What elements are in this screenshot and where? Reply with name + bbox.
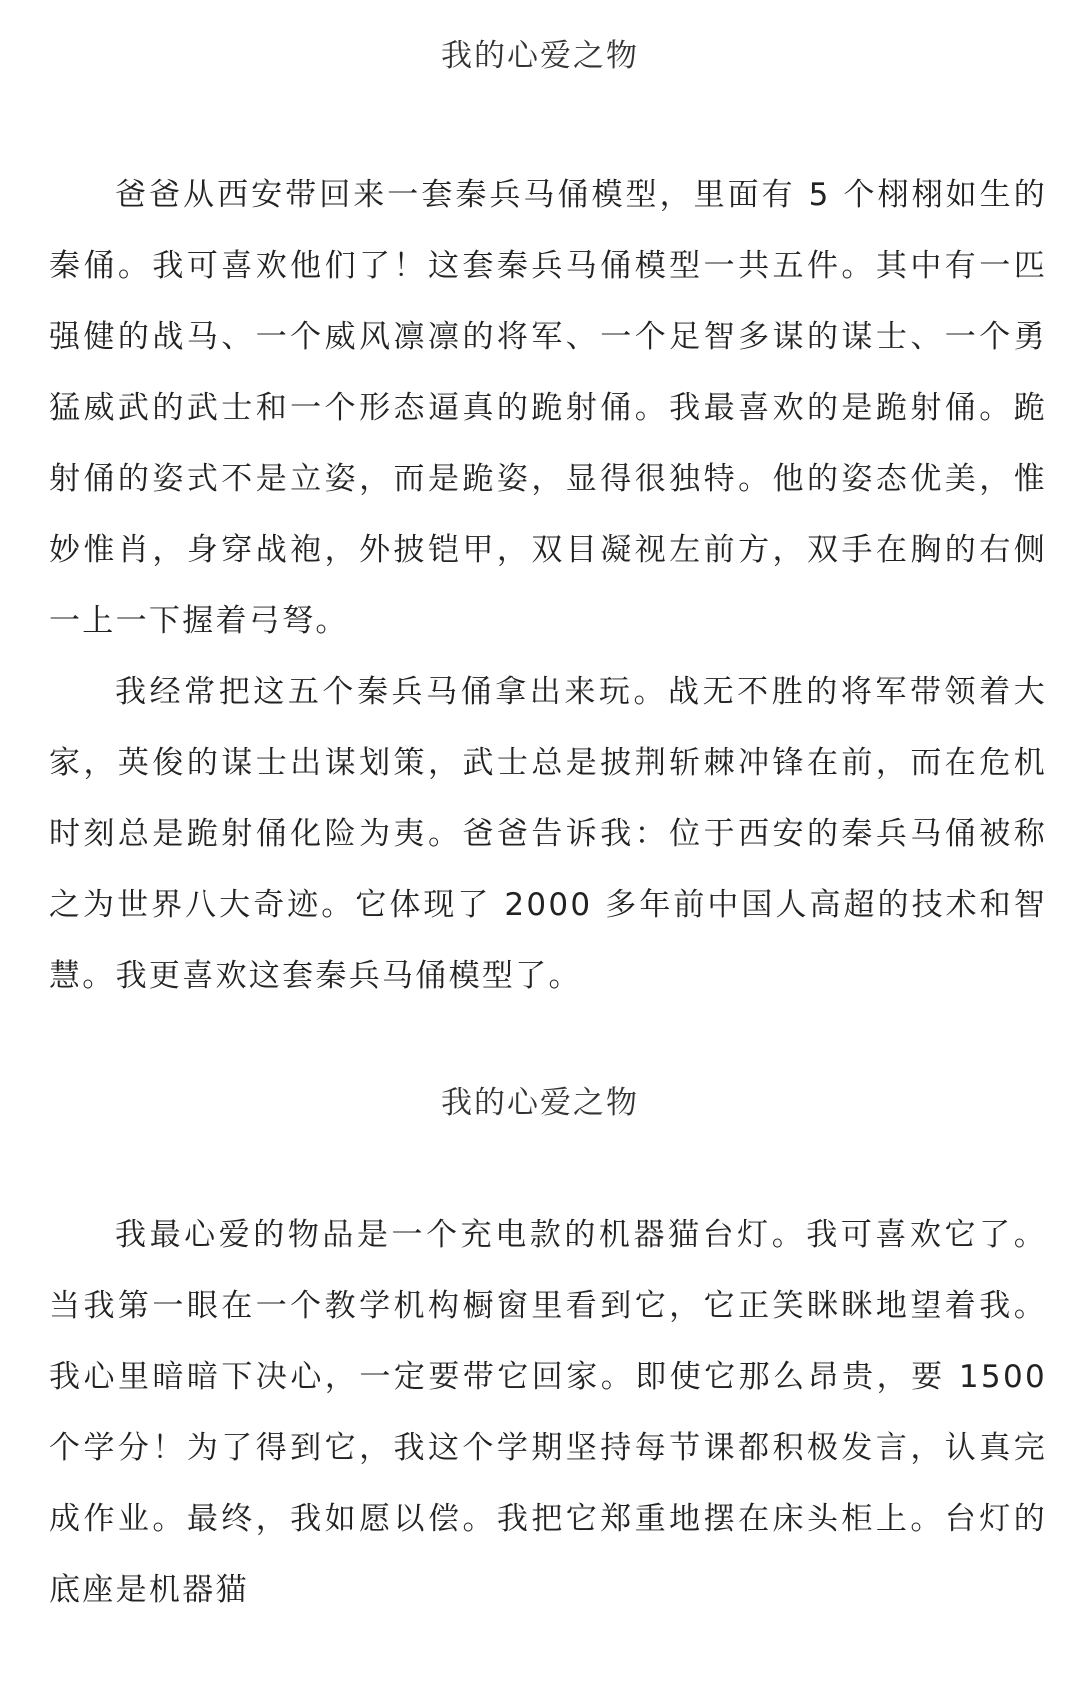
essay-2-title: 我的心爱之物 [441,1085,639,1121]
essay-1-body [49,160,1047,1012]
essay-2-body [49,1200,1047,1626]
essay-1-paragraph-1: 爸爸从西安带回来一套秦兵马俑模型，里面有 5 个栩栩如生的秦俑。我可喜欢他们了！这套秦兵马俑模型一共五件。其中有一匹强健的战马、一个威风凛凛的将军、一个足智多谋的谋士、一个勇猛威武的武士和一个形态逼真的跪射俑。我最喜欢的是跪射俑。跪射俑的姿式不是立姿，而是跪姿，显得很独特。他的姿态优美，惟妙惟肖，身穿战袍，外披铠甲，双目凝视左前方，双手在胸的右侧一上一下握着弓弩。 [49,177,1047,639]
essay-2-paragraph-1: 我最心爱的物品是一个充电款的机器猫台灯。我可喜欢它了。当我第一眼在一个教学机构橱窗里看到它，它正笑眯眯地望着我。我心里暗暗下决心，一定要带它回家。即使它那么昂贵，要 1500 个学分！为了得到它，我这个学期坚持每节课都积极发言，认真完成作业。最终，我如愿以偿。我把它郑重地摆在床头柜上。台灯的底座是机器猫 [49,1217,1047,1608]
essay-1-title: 我的心爱之物 [441,38,639,74]
essay-1-paragraph-2: 我经常把这五个秦兵马俑拿出来玩。战无不胜的将军带领着大家，英俊的谋士出谋划策，武士总是披荆斩棘冲锋在前，而在危机时刻总是跪射俑化险为夷。爸爸告诉我：位于西安的秦兵马俑被称之为世界八大奇迹。它体现了 2000 多年前中国人高超的技术和智慧。我更喜欢这套秦兵马俑模型了。 [49,674,1047,994]
